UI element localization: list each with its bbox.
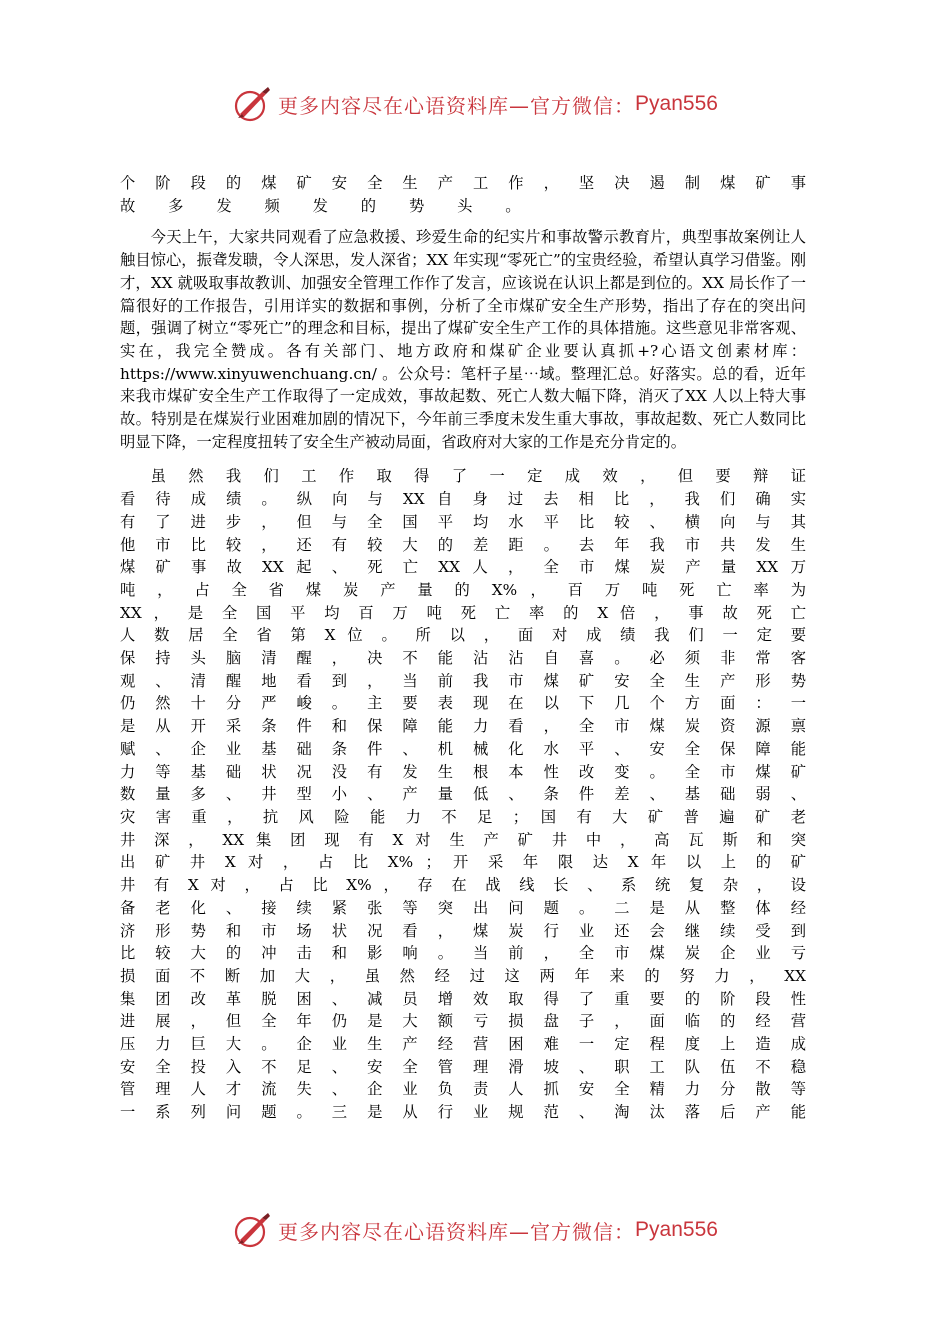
text-line: 他 市 比 较 ， 还 有 较 大 的 差 距 。 去 年 我 市 共 发 生 — [120, 535, 806, 554]
text-line: 是 从 开 采 条 件 和 保 障 能 力 看 ， 全 市 煤 炭 资 源 禀 — [120, 717, 806, 736]
text-line: 数 量 多 、 井 型 小 、 产 量 低 、 条 件 差 、 基 础 弱 、 — [120, 785, 806, 804]
text-line: 保 持 头 脑 清 醒 ， 决 不 能 沾 沾 自 喜 。 必 须 非 常 客 — [120, 649, 806, 668]
text-line: 管 理 人 才 流 失 、 企 业 负 责 人 抓 安 全 精 力 分 散 等 — [120, 1080, 806, 1099]
text-line: 损 面 不 断 加 大 ， 虽 然 经 过 这 两 年 来 的 努 力 ， XX — [120, 966, 806, 985]
footer-banner — [0, 1210, 950, 1250]
text-line: 虽 然 我 们 工 作 取 得 了 一 定 成 效 ， 但 要 辩 证 — [150, 467, 806, 486]
banner-wechat-id: Pyan556 — [635, 1218, 718, 1241]
banner-text: 更多内容尽在心语资料库—官方微信： — [278, 1219, 636, 1244]
pen-logo-icon — [232, 1210, 272, 1250]
banner-wechat-id: Pyan556 — [635, 92, 718, 115]
document-body — [120, 172, 806, 1124]
banner-text: 更多内容尽在心语资料库—官方微信： — [278, 93, 636, 118]
text-line: XX ， 是 全 国 平 均 百 万 吨 死 亡 率 的 X 倍 ， 事 故 死 亡 — [120, 603, 806, 622]
text-line: 有 了 进 步 ， 但 与 全 国 平 均 水 平 比 较 、 横 向 与 其 — [120, 512, 806, 531]
text-line: 赋 、 企 业 基 础 条 件 、 机 械 化 水 平 、 安 全 保 障 能 — [120, 739, 806, 758]
text-line: 看 待 成 绩 。 纵 向 与 XX 自 身 过 去 相 比 ， 我 们 确 实 — [120, 490, 806, 509]
text-line: 仍 然 十 分 严 峻 。 主 要 表 现 在 以 下 几 个 方 面 ： 一 — [120, 694, 806, 713]
text-line: 集 团 改 革 脱 困 、 减 员 增 效 取 得 了 重 要 的 阶 段 性 — [120, 989, 806, 1008]
text-line: 安 全 投 入 不 足 、 安 全 管 理 滑 坡 、 职 工 队 伍 不 稳 — [120, 1057, 806, 1076]
text-line: 井 深 ， XX 集 团 现 有 X 对 生 产 矿 井 中 ， 高 瓦 斯 和 突 — [120, 830, 806, 849]
pen-logo-icon — [232, 84, 272, 124]
paragraph-1: 今天上午，大家共同观看了应急救援、珍爱生命的纪实片和事故警示教育片，典型事故案例让人触目惊心，振聋发聩，令人深思，发人深省；XX 年实现“零死亡”的宝贵经验，希望认真学习借鉴。刚才，XX 就吸取事故教训、加强安全管理工作作了发言，应该说在认识上都是到位的。XX 局长作了一篇很好的工作报告，引用详实的数据和事例，分析了全市煤矿安全生产形势，指出了存在的突出问题，强调了树立“零死亡”的理念和目标，提出了煤矿安全生产工作的具体措施。这些意见非常客观、实在，我完全赞成。各有关部门、地方政府和煤矿企业要认真抓+?心语文创素材库：https://www.xinyuwenchuang.cn/ 。公众号：笔杆子星⋯域。整理汇总。好落实。总的看，近年来我市煤矿安全生产工作取得了一定成效，事故起数、死亡人数大幅下降，消灭了XX 人以上特大事故。特别是在煤炭行业困难加剧的情况下，今年前三季度未发生重大事故，事故起数、死亡人数同比明显下降，一定程度扭转了安全生产被动局面，省政府对大家的工作是充分肯定的。 — [120, 228, 806, 451]
text-line: 济 形 势 和 市 场 状 况 看 ， 煤 炭 行 业 还 会 继 续 受 到 — [120, 921, 806, 940]
text-line: 一 系 列 问 题 。 三 是 从 行 业 规 范 、 淘 汰 落 后 产 能 — [120, 1103, 806, 1122]
text-line: 力 等 基 础 状 况 没 有 发 生 根 本 性 改 变 。 全 市 煤 矿 — [120, 762, 806, 781]
text-line: 进 展 ， 但 全 年 仍 是 大 额 亏 损 盘 子 ， 面 临 的 经 营 — [120, 1012, 806, 1031]
text-line: 煤 矿 事 故 XX 起 、 死 亡 XX 人 ， 全 市 煤 炭 产 量 XX 万 — [120, 558, 806, 577]
text-line: 灾 害 重 ， 抗 风 险 能 力 不 足 ； 国 有 大 矿 普 遍 矿 老 — [120, 807, 806, 826]
text-line: 井 有 X 对 ， 占 比 X% ， 存 在 战 线 长 、 系 统 复 杂 ， 设 — [120, 876, 806, 895]
text-line: 人 数 居 全 省 第 X 位 。 所 以 ， 面 对 成 绩 我 们 一 定 要 — [120, 626, 806, 645]
paragraph-2 — [120, 465, 806, 1123]
text-line: 压 力 巨 大 。 企 业 生 产 经 营 困 难 一 定 程 度 上 造 成 — [120, 1035, 806, 1054]
text-line: 比 较 大 的 冲 击 和 影 响 。 当 前 ， 全 市 煤 炭 企 业 亏 — [120, 944, 806, 963]
text-line: 故 多 发 频 发 的 势 头 。 — [120, 196, 535, 215]
text-line: 备 老 化 、 接 续 紧 张 等 突 出 问 题 。 二 是 从 整 体 经 — [120, 898, 806, 917]
header-banner — [0, 84, 950, 124]
text-line: 个 阶 段 的 煤 矿 安 全 生 产 工 作 ， 坚 决 遏 制 煤 矿 事 — [120, 174, 806, 192]
text-line: 观 、 清 醒 地 看 到 ， 当 前 我 市 煤 矿 安 全 生 产 形 势 — [120, 671, 806, 690]
text-line: 吨 ， 占 全 省 煤 炭 产 量 的 X% ， 百 万 吨 死 亡 率 为 — [120, 580, 806, 599]
text-line: 出 矿 井 X 对 ， 占 比 X% ； 开 采 年 限 达 X 年 以 上 的 矿 — [120, 853, 806, 872]
intro-block — [120, 172, 806, 217]
